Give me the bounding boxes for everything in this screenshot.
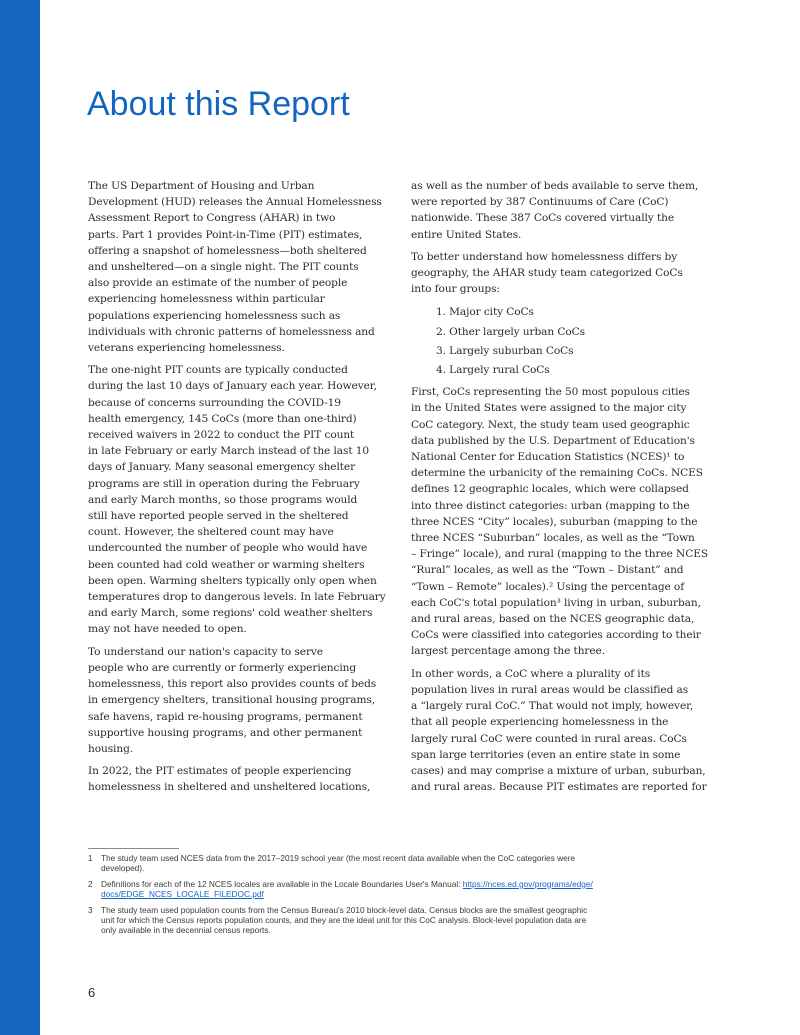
text-line: data published by the U.S. Department of Education's (411, 434, 695, 447)
paragraph (88, 644, 393, 757)
text-line: also provide an estimate of the number of people (88, 277, 348, 290)
text-line: received waivers in 2022 to conduct the PIT count (88, 429, 355, 442)
footnote-3 (88, 905, 728, 936)
text-line: count. However, the sheltered count may have (88, 526, 334, 539)
text-line: been open. Warming shelters typically only open when (88, 574, 377, 587)
paragraph (411, 178, 721, 243)
footnote-line: only available in the decennial census reports. (101, 925, 271, 936)
text-line: into three distinct categories: urban (mapping to the (411, 499, 690, 512)
footnote-divider (88, 848, 179, 849)
list-item: 2. Other largely urban CoCs (436, 325, 586, 338)
page-title: About this Report (87, 85, 350, 123)
text-line: “Rural” locales, as well as the “Town – Distant” and (411, 564, 684, 577)
text-line: nationwide. These 387 CoCs covered virtually the (411, 212, 674, 225)
footnote-line (101, 879, 728, 889)
text-line: National Center for Education Statistics (NCES)¹ to (411, 451, 685, 464)
text-line: CoC category. Next, the study team used geographic (411, 418, 690, 431)
text-line: supportive housing programs, and other permanent (88, 726, 363, 739)
paragraph (88, 362, 393, 637)
text-line: geography, the AHAR study team categorized CoCs (411, 267, 683, 280)
text-line: individuals with chronic patterns of homelessness and (88, 325, 375, 338)
text-line: “Town – Remote” locales).² Using the percentage of (411, 580, 685, 593)
text-line: parts. Part 1 provides Point-in-Time (PIT) estimates, (88, 228, 363, 241)
list-item: 4. Largely rural CoCs (436, 364, 550, 377)
text-line: CoCs were classified into categories according to their (411, 629, 701, 642)
text-line: may not have needed to open. (88, 623, 247, 636)
paragraph (411, 384, 721, 659)
footnote-2 (88, 879, 728, 900)
text-line: largely rural CoC were counted in rural areas. CoCs (411, 732, 687, 745)
text-line: homelessness in sheltered and unsheltered locations, (88, 781, 371, 794)
text-line: people who are currently or formerly experiencing (88, 661, 357, 674)
text-line: defines 12 geographic locales, which were collapsed (411, 483, 689, 496)
text-line: each CoC's total population³ living in urban, suburban, (411, 596, 701, 609)
text-line: in late February or early March instead of the last 10 (88, 445, 370, 458)
text-line: were reported by 387 Continuums of Care (CoC) (411, 196, 669, 209)
footnote-number: 3 (88, 904, 93, 915)
footnote-line: The study team used population counts from the Census Bureau's 2010 block-level data. Census blocks are the smallest geographic (101, 904, 588, 915)
text-line: veterans experiencing homelessness. (88, 342, 285, 355)
paragraph (411, 666, 721, 796)
text-line: undercounted the number of people who would have (88, 542, 368, 555)
text-line: population lives in rural areas would be classified as (411, 683, 689, 696)
text-line: The one-night PIT counts are typically conducted (88, 364, 348, 377)
footnote-text: Definitions for each of the 12 NCES locales are available in the Locale Boundaries User's Manual: (101, 878, 463, 889)
footnote-line (101, 889, 728, 899)
text-line: and unsheltered—on a single night. The PIT counts (88, 261, 359, 274)
text-line: span large territories (even an entire state in some (411, 748, 681, 761)
paragraph (88, 178, 393, 356)
text-line: in emergency shelters, transitional housing programs, (88, 694, 376, 707)
text-line: The US Department of Housing and Urban (88, 180, 315, 192)
text-line: as well as the number of beds available to serve them, (411, 180, 699, 192)
text-line: Development (HUD) releases the Annual Homelessness (88, 196, 382, 209)
text-line: that all people experiencing homelessness in the (411, 716, 669, 729)
footnote-line: unit for which the Census reports population counts, and they are the ideal unit for this CoC analysis. Block-level population data are (101, 915, 587, 926)
coc-category-list (411, 303, 721, 380)
footnote-1 (88, 853, 728, 874)
left-column (88, 178, 393, 802)
text-line: in the United States were assigned to the major city (411, 402, 687, 415)
text-line: three NCES “Suburban” locales, as well as the “Town (411, 532, 695, 545)
text-line: safe havens, rapid re-housing programs, permanent (88, 710, 363, 723)
right-column (411, 178, 721, 801)
text-line: three NCES “City” locales), suburban (mapping to the (411, 515, 698, 528)
text-line: populations experiencing homelessness such as (88, 309, 341, 322)
page-number: 6 (88, 985, 96, 1000)
footnotes (88, 853, 728, 941)
text-line: programs are still in operation during the February (88, 477, 360, 490)
footnote-number: 2 (88, 878, 93, 889)
text-line: and rural areas. Because PIT estimates are reported for (411, 781, 707, 794)
text-line: into four groups: (411, 283, 500, 296)
text-line: a “largely rural CoC.” That would not imply, however, (411, 700, 694, 713)
list-item: 1. Major city CoCs (436, 306, 534, 319)
text-line: First, CoCs representing the 50 most populous cities (411, 386, 690, 399)
text-line: To better understand how homelessness differs by (411, 250, 678, 263)
text-line: still have reported people served in the sheltered (88, 510, 349, 523)
nces-locale-link[interactable]: https://nces.ed.gov/programs/edge/ (462, 878, 593, 889)
text-line: In other words, a CoC where a plurality of its (411, 667, 651, 680)
text-line: during the last 10 days of January each year. However, (88, 380, 377, 393)
text-line: been counted had cold weather or warming shelters (88, 558, 365, 571)
text-line: and rural areas, based on the NCES geographic data, (411, 613, 695, 626)
text-line: and early March months, so those programs would (88, 493, 358, 506)
text-line: Assessment Report to Congress (AHAR) in two (88, 212, 336, 225)
footnote-number: 1 (88, 853, 93, 863)
text-line: determine the urbanicity of the remaining CoCs. NCES (411, 467, 703, 480)
footnote-line: The study team used NCES data from the 2017–2019 school year (the most recent data available when the CoC categories were (101, 853, 576, 863)
text-line: health emergency, 145 CoCs (more than one-third) (88, 412, 357, 425)
nces-locale-link-continued[interactable]: docs/EDGE_NCES_LOCALE_FILEDOC.pdf (101, 889, 264, 900)
text-line: experiencing homelessness within particular (88, 293, 325, 306)
text-line: In 2022, the PIT estimates of people experiencing (88, 765, 352, 778)
text-line: entire United States. (411, 228, 522, 241)
text-line: To understand our nation's capacity to serve (88, 645, 323, 658)
text-line: and early March, some regions' cold weather shelters (88, 607, 373, 620)
paragraph (88, 763, 393, 795)
text-line: housing. (88, 742, 134, 755)
text-line: temperatures drop to dangerous levels. In late February (88, 591, 386, 604)
list-item: 3. Largely suburban CoCs (436, 344, 574, 357)
text-line: because of concerns surrounding the COVID-19 (88, 396, 341, 409)
text-line: homelessness, this report also provides counts of beds (88, 678, 377, 691)
text-line: – Fringe” locale), and rural (mapping to the three NCES (411, 548, 709, 561)
paragraph (411, 249, 721, 298)
side-color-bar (0, 0, 40, 1035)
footnote-line: developed). (101, 863, 145, 874)
text-line: largest percentage among the three. (411, 645, 605, 658)
text-line: cases) and may comprise a mixture of urban, suburban, (411, 764, 706, 777)
text-line: offering a snapshot of homelessness—both sheltered (88, 244, 367, 257)
text-line: days of January. Many seasonal emergency shelter (88, 461, 356, 474)
